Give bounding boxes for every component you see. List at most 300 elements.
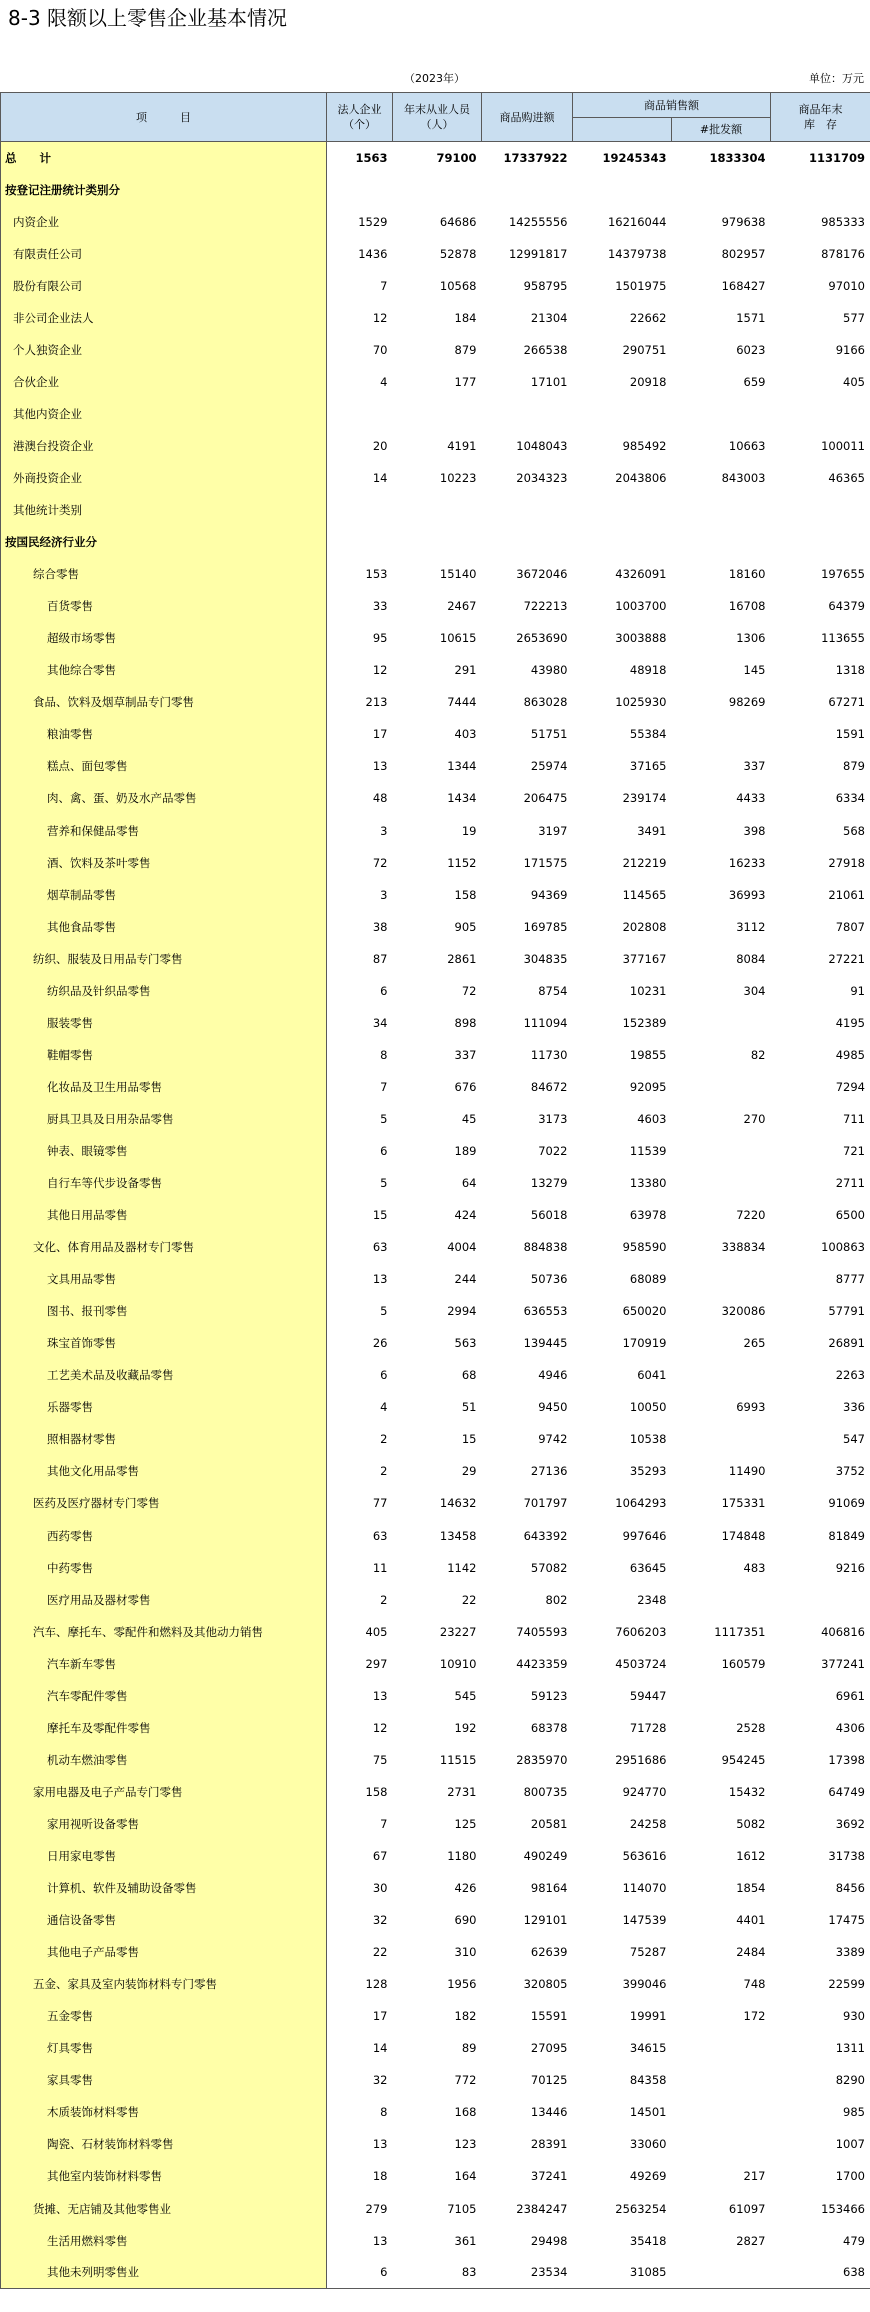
cell-inventory: 336 bbox=[771, 1391, 870, 1423]
col-header-sales: 商品销售额 bbox=[573, 93, 771, 118]
cell-wholesale: 145 bbox=[743, 663, 766, 678]
table-row bbox=[1, 654, 870, 686]
cell-purchases: 800735 bbox=[523, 1784, 568, 1799]
cell-wholesale: 270 bbox=[743, 1111, 766, 1126]
row-label: 西药零售 bbox=[1, 1520, 327, 1552]
row-label: 陶瓷、石材装饰材料零售 bbox=[1, 2128, 327, 2160]
cell-wholesale bbox=[672, 2032, 771, 2064]
cell-wholesale: 11490 bbox=[728, 1464, 766, 1479]
cell-inventory: 81849 bbox=[771, 1520, 870, 1552]
row-label: 通信设备零售 bbox=[1, 1904, 327, 1936]
cell-wholesale bbox=[672, 2096, 771, 2128]
table-row bbox=[1, 1455, 870, 1487]
cell-purchases: 57082 bbox=[530, 1560, 568, 1575]
cell-employees: 125 bbox=[454, 1816, 477, 1831]
cell-employees: 15 bbox=[461, 1432, 477, 1447]
cell-employees: 10910 bbox=[439, 1656, 477, 1671]
cell-employees: 45 bbox=[461, 1111, 477, 1126]
table-row bbox=[1, 302, 870, 334]
cell-inventory: 930 bbox=[771, 2000, 870, 2032]
cell-legal-entities: 63 bbox=[372, 1240, 388, 1255]
cell-legal-entities: 70 bbox=[372, 342, 388, 357]
cell-employees: 7105 bbox=[447, 2201, 477, 2216]
cell-inventory: 577 bbox=[771, 302, 870, 334]
cell-sales: 7606203 bbox=[615, 1624, 667, 1639]
cell-sales: 75287 bbox=[629, 1945, 667, 1960]
table-row bbox=[1, 1327, 870, 1359]
stats-table bbox=[0, 92, 870, 2289]
cell-inventory: 8456 bbox=[771, 1872, 870, 1904]
cell-inventory: 2711 bbox=[771, 1167, 870, 1199]
cell-legal-entities: 67 bbox=[372, 1849, 388, 1863]
cell-wholesale: 954245 bbox=[721, 1752, 766, 1767]
cell-purchases: 20581 bbox=[530, 1816, 568, 1831]
cell-legal-entities: 32 bbox=[372, 2073, 388, 2088]
cell-purchases: 11730 bbox=[530, 1047, 568, 1062]
table-row bbox=[1, 1231, 870, 1263]
cell-sales: 650020 bbox=[622, 1304, 667, 1319]
col-header-wholesale: #批发额 bbox=[672, 118, 771, 142]
cell-purchases: 14255556 bbox=[508, 214, 568, 229]
cell-sales: 59447 bbox=[629, 1688, 667, 1703]
cell-sales: 239174 bbox=[622, 791, 667, 806]
cell-inventory: 17475 bbox=[771, 1904, 870, 1936]
cell-legal-entities: 6 bbox=[380, 1368, 388, 1383]
cell-legal-entities: 2 bbox=[380, 1432, 388, 1447]
cell-sales: 563616 bbox=[622, 1849, 667, 1863]
cell-inventory: 97010 bbox=[771, 270, 870, 302]
table-row bbox=[1, 1103, 870, 1135]
cell-sales: 152389 bbox=[622, 1015, 667, 1030]
cell-wholesale: 1306 bbox=[736, 631, 766, 646]
row-label: 钟表、眼镜零售 bbox=[1, 1135, 327, 1167]
row-label: 医药及医疗器材专门零售 bbox=[1, 1487, 327, 1519]
cell-employees: 89 bbox=[461, 2041, 477, 2056]
cell-purchases bbox=[482, 174, 573, 206]
cell-employees: 19 bbox=[461, 823, 477, 838]
cell-sales: 16216044 bbox=[607, 214, 667, 229]
table-row bbox=[1, 1039, 870, 1071]
cell-wholesale: 1854 bbox=[736, 1881, 766, 1896]
cell-inventory bbox=[771, 174, 870, 206]
cell-wholesale: 398 bbox=[743, 823, 766, 838]
row-label: 港澳台投资企业 bbox=[1, 430, 327, 462]
table-row bbox=[1, 1872, 870, 1904]
cell-sales: 37165 bbox=[629, 759, 667, 774]
cell-inventory: 878176 bbox=[771, 238, 870, 270]
cell-wholesale: 2827 bbox=[736, 2233, 766, 2248]
row-label: 其他文化用品零售 bbox=[1, 1455, 327, 1487]
cell-employees: 1180 bbox=[447, 1849, 477, 1863]
table-row bbox=[1, 1007, 870, 1039]
row-label: 货摊、无店铺及其他零售业 bbox=[1, 2193, 327, 2225]
cell-purchases: 17101 bbox=[530, 374, 568, 389]
cell-sales bbox=[573, 494, 672, 526]
cell-employees: 563 bbox=[454, 1336, 477, 1351]
cell-legal-entities bbox=[327, 174, 393, 206]
cell-sales: 10538 bbox=[629, 1432, 667, 1447]
cell-employees: 291 bbox=[454, 663, 477, 678]
cell-purchases: 111094 bbox=[523, 1015, 568, 1030]
cell-legal-entities bbox=[327, 526, 393, 558]
cell-wholesale: 36993 bbox=[728, 887, 766, 902]
cell-purchases: 490249 bbox=[523, 1849, 568, 1863]
cell-legal-entities: 3 bbox=[380, 823, 388, 838]
cell-employees: 158 bbox=[454, 887, 477, 902]
table-row bbox=[1, 1135, 870, 1167]
cell-purchases: 43980 bbox=[530, 663, 568, 678]
cell-inventory: 57791 bbox=[771, 1295, 870, 1327]
cell-legal-entities: 279 bbox=[365, 2201, 388, 2216]
table-row bbox=[1, 430, 870, 462]
col-header-employees: 年末从业人员 （人） bbox=[393, 93, 482, 142]
row-label: 日用家电零售 bbox=[1, 1840, 327, 1872]
cell-purchases: 94369 bbox=[530, 887, 568, 902]
cell-purchases: 62639 bbox=[530, 1945, 568, 1960]
cell-purchases: 50736 bbox=[530, 1272, 568, 1287]
cell-wholesale: 7220 bbox=[736, 1208, 766, 1223]
cell-wholesale bbox=[672, 1359, 771, 1391]
table-row bbox=[1, 1840, 870, 1872]
table-row bbox=[1, 174, 870, 206]
row-label: 厨具卫具及日用杂品零售 bbox=[1, 1103, 327, 1135]
row-label: 机动车燃油零售 bbox=[1, 1744, 327, 1776]
cell-purchases: 2653690 bbox=[516, 631, 568, 646]
page-title: 8-3 限额以上零售企业基本情况 bbox=[8, 6, 288, 30]
table-row bbox=[1, 1744, 870, 1776]
cell-legal-entities: 72 bbox=[372, 855, 388, 870]
cell-employees: 2994 bbox=[447, 1304, 477, 1319]
cell-inventory: 6334 bbox=[771, 782, 870, 814]
table-row bbox=[1, 2225, 870, 2257]
cell-inventory: 8777 bbox=[771, 1263, 870, 1295]
row-label: 其他日用品零售 bbox=[1, 1199, 327, 1231]
cell-inventory: 1007 bbox=[771, 2128, 870, 2160]
table-row bbox=[1, 1712, 870, 1744]
table-row bbox=[1, 686, 870, 718]
cell-employees: 23227 bbox=[439, 1624, 477, 1639]
cell-legal-entities: 405 bbox=[365, 1624, 388, 1639]
cell-wholesale: 82 bbox=[750, 1047, 766, 1062]
cell-sales: 33060 bbox=[629, 2137, 667, 2152]
cell-purchases: 3173 bbox=[538, 1111, 568, 1126]
cell-employees: 10223 bbox=[439, 470, 477, 485]
cell-wholesale bbox=[672, 1263, 771, 1295]
cell-inventory: 3389 bbox=[771, 1936, 870, 1968]
cell-employees: 52878 bbox=[439, 246, 477, 261]
cell-wholesale bbox=[672, 2128, 771, 2160]
cell-legal-entities bbox=[327, 494, 393, 526]
cell-sales: 114070 bbox=[622, 1881, 667, 1896]
cell-employees: 905 bbox=[454, 919, 477, 934]
cell-wholesale bbox=[672, 1007, 771, 1039]
cell-legal-entities: 11 bbox=[372, 1560, 388, 1575]
cell-inventory: 113655 bbox=[771, 622, 870, 654]
cell-sales: 290751 bbox=[622, 342, 667, 357]
cell-sales: 997646 bbox=[622, 1528, 667, 1543]
cell-sales: 63978 bbox=[629, 1208, 667, 1223]
unit-label: 单位：万元 bbox=[809, 72, 864, 85]
cell-purchases: 3197 bbox=[538, 823, 568, 838]
cell-purchases: 28391 bbox=[530, 2137, 568, 2152]
cell-sales bbox=[573, 526, 672, 558]
cell-inventory: 985 bbox=[771, 2096, 870, 2128]
row-label: 其他食品零售 bbox=[1, 911, 327, 943]
cell-purchases: 98164 bbox=[530, 1881, 568, 1896]
cell-inventory bbox=[771, 526, 870, 558]
cell-legal-entities: 1563 bbox=[355, 150, 388, 165]
cell-wholesale: 61097 bbox=[728, 2201, 766, 2216]
table-row bbox=[1, 2000, 870, 2032]
cell-purchases: 29498 bbox=[530, 2233, 568, 2248]
row-label: 鞋帽零售 bbox=[1, 1039, 327, 1071]
cell-purchases: 304835 bbox=[523, 951, 568, 966]
row-label: 综合零售 bbox=[1, 558, 327, 590]
cell-inventory: 4985 bbox=[771, 1039, 870, 1071]
row-label: 灯具零售 bbox=[1, 2032, 327, 2064]
cell-purchases: 802 bbox=[545, 1592, 568, 1607]
cell-legal-entities: 5 bbox=[380, 1111, 388, 1126]
cell-sales: 14501 bbox=[629, 2105, 667, 2120]
col-header-legal-entities: 法人企业 （个） bbox=[327, 93, 393, 142]
cell-employees: 244 bbox=[454, 1272, 477, 1287]
row-label: 其他室内装饰材料零售 bbox=[1, 2160, 327, 2192]
row-label: 中药零售 bbox=[1, 1552, 327, 1584]
cell-purchases bbox=[482, 494, 573, 526]
cell-purchases: 51751 bbox=[530, 727, 568, 742]
cell-legal-entities: 32 bbox=[372, 1913, 388, 1928]
cell-sales: 35418 bbox=[629, 2233, 667, 2248]
cell-employees: 676 bbox=[454, 1079, 477, 1094]
cell-employees bbox=[393, 174, 482, 206]
table-row bbox=[1, 718, 870, 750]
row-label: 医疗用品及器材零售 bbox=[1, 1584, 327, 1616]
cell-sales: 31085 bbox=[573, 2257, 672, 2289]
row-label: 烟草制品零售 bbox=[1, 879, 327, 911]
cell-purchases: 320805 bbox=[523, 1977, 568, 1992]
cell-sales: 19991 bbox=[629, 2009, 667, 2024]
cell-legal-entities: 33 bbox=[372, 599, 388, 614]
cell-inventory: 711 bbox=[771, 1103, 870, 1135]
row-label: 内资企业 bbox=[1, 206, 327, 238]
table-row bbox=[1, 334, 870, 366]
cell-purchases: 56018 bbox=[530, 1208, 568, 1223]
row-label: 服装零售 bbox=[1, 1007, 327, 1039]
cell-purchases: 13446 bbox=[530, 2105, 568, 2120]
col-header-item: 项 目 bbox=[1, 93, 327, 142]
cell-wholesale bbox=[672, 526, 771, 558]
cell-employees: 1142 bbox=[447, 1560, 477, 1575]
cell-purchases: 37241 bbox=[530, 2169, 568, 2184]
cell-employees: 545 bbox=[454, 1688, 477, 1703]
table-row bbox=[1, 494, 870, 526]
cell-sales: 1501975 bbox=[615, 278, 667, 293]
table-row bbox=[1, 1391, 870, 1423]
cell-purchases: 2835970 bbox=[516, 1752, 568, 1767]
cell-legal-entities: 14 bbox=[372, 2041, 388, 2056]
cell-legal-entities: 48 bbox=[372, 791, 388, 806]
cell-legal-entities: 75 bbox=[372, 1752, 388, 1767]
cell-wholesale: 160579 bbox=[721, 1656, 766, 1671]
cell-inventory: 1591 bbox=[771, 718, 870, 750]
cell-employees: 690 bbox=[454, 1913, 477, 1928]
cell-purchases: 171575 bbox=[523, 855, 568, 870]
cell-wholesale: 16708 bbox=[728, 599, 766, 614]
cell-wholesale: 4433 bbox=[736, 791, 766, 806]
cell-employees: 2731 bbox=[447, 1784, 477, 1799]
cell-wholesale: 659 bbox=[743, 374, 766, 389]
cell-legal-entities: 13 bbox=[372, 759, 388, 774]
row-label: 工艺美术品及收藏品零售 bbox=[1, 1359, 327, 1391]
table-body bbox=[1, 142, 870, 2289]
cell-legal-entities: 7 bbox=[380, 1816, 388, 1831]
row-label: 其他统计类别 bbox=[1, 494, 327, 526]
cell-legal-entities: 20 bbox=[372, 438, 388, 453]
cell-sales: 3003888 bbox=[615, 631, 667, 646]
cell-inventory: 27918 bbox=[771, 847, 870, 879]
cell-legal-entities bbox=[327, 398, 393, 430]
cell-wholesale: 10663 bbox=[728, 438, 766, 453]
cell-legal-entities: 7 bbox=[380, 278, 388, 293]
cell-sales: 4503724 bbox=[615, 1656, 667, 1671]
cell-legal-entities: 6 bbox=[380, 1143, 388, 1158]
cell-sales: 84358 bbox=[629, 2073, 667, 2088]
cell-purchases: 722213 bbox=[523, 599, 568, 614]
table-row bbox=[1, 943, 870, 975]
cell-employees: 2467 bbox=[447, 599, 477, 614]
cell-employees: 164 bbox=[454, 2169, 477, 2184]
cell-wholesale: 175331 bbox=[721, 1496, 766, 1511]
cell-legal-entities: 7 bbox=[380, 1079, 388, 1094]
cell-sales: 1003700 bbox=[615, 599, 667, 614]
cell-purchases: 9742 bbox=[538, 1432, 568, 1447]
cell-wholesale: 265 bbox=[743, 1336, 766, 1351]
cell-legal-entities: 34 bbox=[372, 1015, 388, 1030]
cell-sales bbox=[573, 398, 672, 430]
cell-employees: 22 bbox=[461, 1592, 477, 1607]
cell-inventory: 3752 bbox=[771, 1455, 870, 1487]
cell-purchases: 2034323 bbox=[516, 470, 568, 485]
cell-employees: 68 bbox=[461, 1368, 477, 1383]
cell-legal-entities: 8 bbox=[380, 2105, 388, 2120]
cell-wholesale: 337 bbox=[743, 759, 766, 774]
cell-inventory: 67271 bbox=[771, 686, 870, 718]
cell-purchases bbox=[482, 398, 573, 430]
table-row bbox=[1, 2032, 870, 2064]
cell-inventory: 4195 bbox=[771, 1007, 870, 1039]
table-row bbox=[1, 975, 870, 1007]
cell-inventory: 3692 bbox=[771, 1808, 870, 1840]
table-row bbox=[1, 2064, 870, 2096]
table-row bbox=[1, 366, 870, 398]
cell-inventory: 91 bbox=[771, 975, 870, 1007]
table-row bbox=[1, 2160, 870, 2192]
cell-employees: 13458 bbox=[439, 1528, 477, 1543]
cell-wholesale bbox=[672, 2257, 771, 2289]
cell-employees: 64 bbox=[461, 1176, 477, 1191]
cell-employees: 14632 bbox=[439, 1496, 477, 1511]
table-row bbox=[1, 1520, 870, 1552]
cell-purchases: 701797 bbox=[523, 1496, 568, 1511]
col-header-purchases: 商品购进额 bbox=[482, 93, 573, 142]
cell-sales: 92095 bbox=[629, 1079, 667, 1094]
cell-purchases: 3672046 bbox=[516, 567, 568, 582]
table-row bbox=[1, 1680, 870, 1712]
cell-employees: 310 bbox=[454, 1945, 477, 1960]
row-label: 百货零售 bbox=[1, 590, 327, 622]
cell-legal-entities: 12 bbox=[372, 1720, 388, 1735]
cell-employees: 168 bbox=[454, 2105, 477, 2120]
cell-purchases bbox=[482, 526, 573, 558]
cell-purchases: 884838 bbox=[523, 1240, 568, 1255]
cell-sales: 34615 bbox=[629, 2041, 667, 2056]
cell-inventory: 547 bbox=[771, 1423, 870, 1455]
cell-legal-entities: 153 bbox=[365, 567, 388, 582]
cell-purchases: 129101 bbox=[523, 1913, 568, 1928]
cell-legal-entities: 12 bbox=[372, 663, 388, 678]
cell-legal-entities: 12 bbox=[372, 310, 388, 325]
cell-legal-entities: 13 bbox=[372, 2233, 388, 2248]
cell-purchases: 958795 bbox=[523, 278, 568, 293]
cell-legal-entities: 26 bbox=[372, 1336, 388, 1351]
cell-wholesale bbox=[672, 1071, 771, 1103]
table-row bbox=[1, 1648, 870, 1680]
cell-purchases: 27136 bbox=[530, 1464, 568, 1479]
row-label: 其他综合零售 bbox=[1, 654, 327, 686]
cell-inventory: 6500 bbox=[771, 1199, 870, 1231]
row-label: 股份有限公司 bbox=[1, 270, 327, 302]
row-label: 合伙企业 bbox=[1, 366, 327, 398]
cell-employees: 4191 bbox=[447, 438, 477, 453]
cell-purchases: 70125 bbox=[530, 2073, 568, 2088]
cell-wholesale bbox=[672, 1135, 771, 1167]
cell-purchases: 139445 bbox=[523, 1336, 568, 1351]
cell-employees bbox=[393, 494, 482, 526]
table-row bbox=[1, 590, 870, 622]
cell-wholesale: 483 bbox=[743, 1560, 766, 1575]
cell-purchases: 4423359 bbox=[516, 1656, 568, 1671]
cell-employees: 10568 bbox=[439, 278, 477, 293]
table-row bbox=[1, 558, 870, 590]
table-row bbox=[1, 1968, 870, 2000]
cell-legal-entities: 1436 bbox=[358, 246, 388, 261]
cell-employees: 772 bbox=[454, 2073, 477, 2088]
table-row bbox=[1, 206, 870, 238]
cell-inventory: 568 bbox=[771, 814, 870, 846]
cell-employees: 361 bbox=[454, 2233, 477, 2248]
cell-legal-entities: 38 bbox=[372, 919, 388, 934]
table-row bbox=[1, 1584, 870, 1616]
cell-sales: 13380 bbox=[629, 1176, 667, 1191]
row-label: 照相器材零售 bbox=[1, 1423, 327, 1455]
cell-sales: 10231 bbox=[629, 983, 667, 998]
cell-purchases: 15591 bbox=[530, 2009, 568, 2024]
cell-employees: 64686 bbox=[439, 214, 477, 229]
table-row bbox=[1, 1167, 870, 1199]
cell-wholesale: 320086 bbox=[721, 1304, 766, 1319]
cell-sales bbox=[573, 174, 672, 206]
cell-purchases: 7405593 bbox=[516, 1624, 568, 1639]
row-label: 家用电器及电子产品专门零售 bbox=[1, 1776, 327, 1808]
cell-employees: 10615 bbox=[439, 631, 477, 646]
table-row bbox=[1, 1423, 870, 1455]
cell-wholesale: 6993 bbox=[736, 1400, 766, 1415]
row-label: 汽车新车零售 bbox=[1, 1648, 327, 1680]
row-label: 食品、饮料及烟草制品专门零售 bbox=[1, 686, 327, 718]
cell-employees: 79100 bbox=[436, 150, 477, 165]
cell-employees: 123 bbox=[454, 2137, 477, 2152]
row-label: 外商投资企业 bbox=[1, 462, 327, 494]
